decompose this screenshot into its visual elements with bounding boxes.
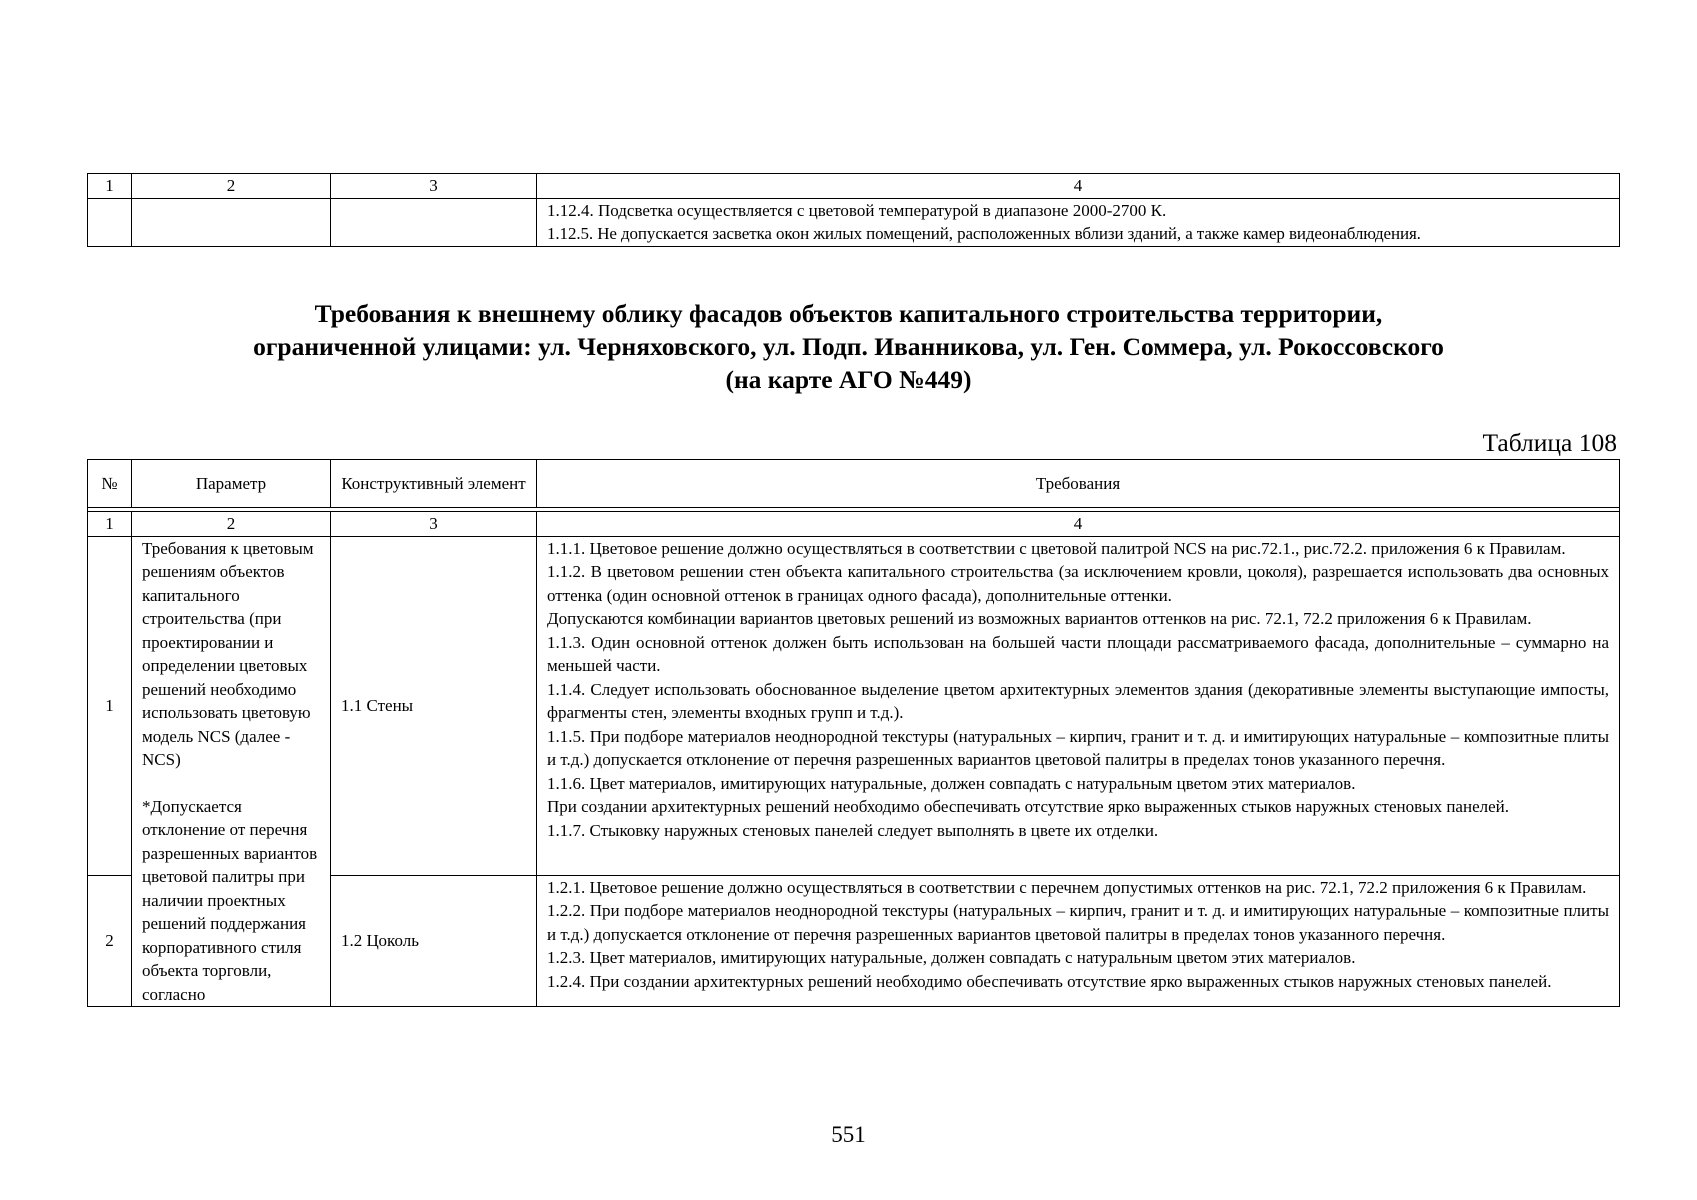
requirement-item: 1.1.2. В цветовом решении стен объекта капитального строительства (за исключением кровли, цоколя), разрешается использовать два основных оттенка (один основной оттенок в границах одного фасада), дополнительные оттенки. xyxy=(547,562,1609,605)
requirement-line: 1.12.5. Не допускается засветка окон жилых помещений, расположенных вблизи зданий, а также камер видеонаблюдения. xyxy=(547,224,1421,243)
parameter-cell xyxy=(132,536,331,1007)
empty-cell xyxy=(132,198,331,246)
parameter-text: Требования к цветовым решениям объектов капитального строительства (при проектировании и определении цветовых решений необходимо использовать цветовую модель NCS (далее - NCS) xyxy=(142,538,314,769)
requirement-item: 1.2.2. При подборе материалов неоднородной текстуры (натуральных – кирпич, гранит и т. д. и имитирующих натуральные – композитные плиты и т.д.) допускается отклонение от перечня разрешенных вариантов цветовой палитры в пределах тонов указанного перечня. xyxy=(547,901,1609,944)
column-number-row xyxy=(88,174,1620,199)
table-row xyxy=(88,536,1620,875)
empty-cell xyxy=(88,198,132,246)
column-number: 3 xyxy=(331,512,537,537)
heading-line: (на карте АГО №449) xyxy=(725,365,972,394)
requirement-line: 1.12.4. Подсветка осуществляется с цветовой температурой в диапазоне 2000-2700 К. xyxy=(547,200,1167,220)
requirements-cell xyxy=(537,198,1620,246)
requirements-table xyxy=(87,459,1620,1007)
element-cell: 1.2 Цоколь xyxy=(331,875,537,1006)
heading-line: ограниченной улицами: ул. Черняховского, ул. Подп. Иванникова, ул. Ген. Соммера, ул. Рокоссовского xyxy=(253,332,1444,361)
column-number: 3 xyxy=(331,174,537,199)
header-number: № xyxy=(88,460,132,508)
requirement-item: 1.1.6. Цвет материалов, имитирующих натуральные, должен совпадать с натуральным цветом этих материалов. xyxy=(547,773,1356,793)
page-number: 551 xyxy=(831,1122,866,1147)
header-parameter: Параметр xyxy=(132,460,331,508)
requirement-item: 1.1.4. Следует использовать обоснованное выделение цветом архитектурных элементов здания (декоративные элементы выступающие импосты, фрагменты стен, элементы входных групп и т.д.). xyxy=(547,679,1609,722)
requirement-item: 1.1.3. Один основной оттенок должен быть использован на большей части площади рассматриваемого фасада, дополнительные – суммарно на меньшей части. xyxy=(547,632,1609,675)
column-number: 4 xyxy=(537,512,1620,537)
column-number: 2 xyxy=(132,174,331,199)
requirements-cell xyxy=(537,875,1620,1006)
requirement-item: 1.2.1. Цветовое решение должно осуществляться в соответствии с перечнем допустимых оттенков на рис. 72.1, 72.2 приложения 6 к Правилам. xyxy=(547,877,1587,897)
column-number: 2 xyxy=(132,512,331,537)
column-number-row xyxy=(88,512,1620,537)
parameter-note: *Допускается отклонение от перечня разрешенных вариантов цветовой палитры при наличии проектных решений поддержания корпоративного стиля объекта торговли, согласно xyxy=(142,796,318,1004)
empty-cell xyxy=(331,198,537,246)
section-heading xyxy=(0,297,1697,396)
header-element: Конструктивный элемент xyxy=(331,460,537,508)
requirement-item: При создании архитектурных решений необходимо обеспечивать отсутствие ярко выраженных стыков наружных стеновых панелей. xyxy=(547,797,1509,816)
requirement-item: 1.2.3. Цвет материалов, имитирующих натуральные, должен совпадать с натуральным цветом этих материалов. xyxy=(547,948,1356,968)
table-row xyxy=(88,198,1620,246)
requirements-cell xyxy=(537,536,1620,875)
column-number: 1 xyxy=(88,512,132,537)
requirement-item: 1.2.4. При создании архитектурных решений необходимо обеспечивать отсутствие ярко выраженных стыков наружных стеновых панелей. xyxy=(547,971,1552,991)
table-label: Таблица 108 xyxy=(1482,428,1617,457)
header-requirements: Требования xyxy=(537,460,1620,508)
column-number: 4 xyxy=(537,174,1620,199)
requirement-item: 1.1.7. Стыковку наружных стеновых панелей следует выполнять в цвете их отделки. xyxy=(547,820,1159,840)
column-number: 1 xyxy=(88,174,132,199)
heading-line: Требования к внешнему облику фасадов объектов капитального строительства территории, xyxy=(314,299,1383,328)
requirement-item: 1.1.1. Цветовое решение должно осуществляться в соответствии с цветовой палитрой NCS на рис.72.1., рис.72.2. приложения 6 к Правилам. xyxy=(547,538,1566,558)
requirement-item: Допускаются комбинации вариантов цветовых решений из возможных вариантов оттенков на рис. 72.1, 72.2 приложения 6 к Правилам. xyxy=(547,609,1532,628)
header-row xyxy=(88,460,1620,508)
row-number: 2 xyxy=(88,875,132,1006)
requirement-item: 1.1.5. При подборе материалов неоднородной текстуры (натуральных – кирпич, гранит и т. д. и имитирующих натуральные – композитные плиты и т.д.) допускается отклонение от перечня разрешенных вариантов цветовой палитры в пределах тонов указанного перечня. xyxy=(547,726,1609,769)
element-cell: 1.1 Стены xyxy=(331,536,537,875)
row-number: 1 xyxy=(88,536,132,875)
continuation-table xyxy=(87,173,1620,247)
